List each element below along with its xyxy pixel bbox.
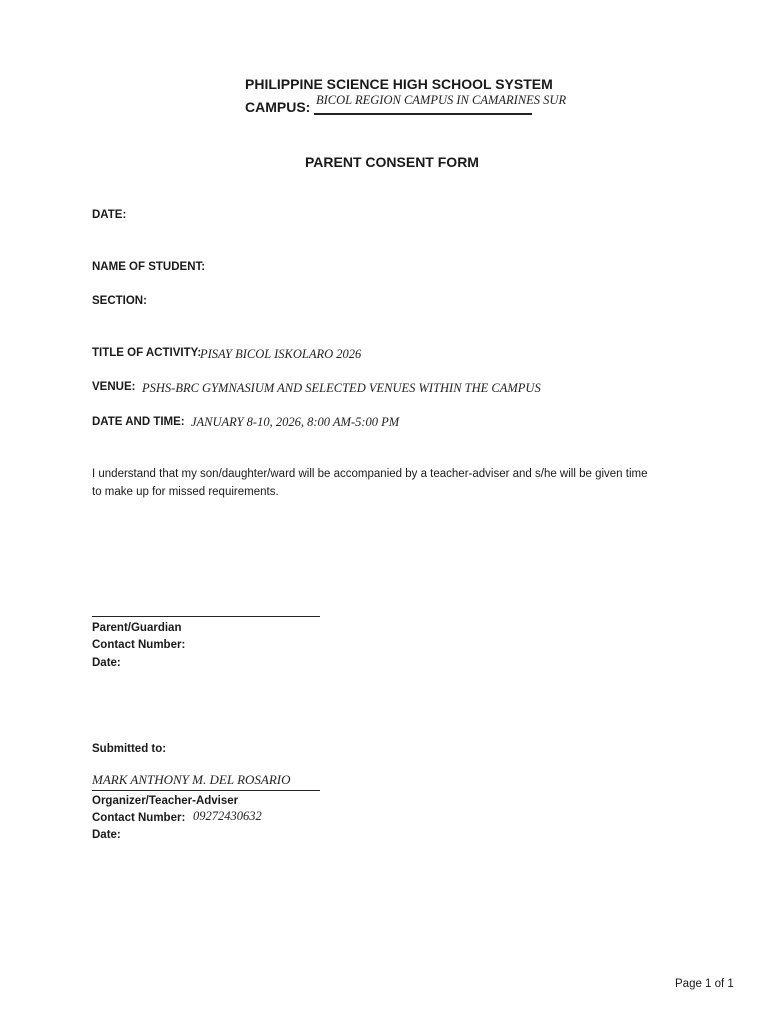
guardian-signature-line — [92, 616, 320, 617]
adviser-signature-line — [92, 790, 320, 791]
school-system-title: PHILIPPINE SCIENCE HIGH SCHOOL SYSTEM — [245, 76, 553, 92]
venue-label: VENUE: — [92, 381, 136, 393]
guardian-role: Parent/Guardian — [92, 622, 182, 634]
adviser-contact-label: Contact Number: — [92, 812, 186, 824]
adviser-name: MARK ANTHONY M. DEL ROSARIO — [92, 772, 291, 787]
form-title: PARENT CONSENT FORM — [305, 154, 479, 170]
section-label: SECTION: — [92, 295, 147, 307]
date-label: DATE: — [92, 209, 127, 221]
campus-underline — [314, 113, 532, 115]
submitted-to-label: Submitted to: — [92, 743, 167, 755]
date-time-value: JANUARY 8-10, 2026, 8:00 AM-5:00 PM — [191, 415, 400, 429]
page-number: Page 1 of 1 — [675, 978, 734, 990]
guardian-contact-label: Contact Number: — [92, 639, 186, 651]
date-time-label: DATE AND TIME: — [92, 416, 185, 428]
consent-statement: I understand that my son/daughter/ward will be accompanied by a teacher-adviser and s/he will be given time to make up for missed requirements. — [92, 468, 648, 498]
activity-value: PISAY BICOL ISKOLARO 2026 — [200, 347, 362, 361]
campus-label: CAMPUS: — [245, 99, 311, 115]
guardian-date-label: Date: — [92, 657, 121, 669]
adviser-date-label: Date: — [92, 829, 121, 841]
campus-value: BICOL REGION CAMPUS IN CAMARINES SUR — [316, 93, 567, 107]
student-name-label: NAME OF STUDENT: — [92, 261, 206, 273]
venue-value: PSHS-BRC GYMNASIUM AND SELECTED VENUES WITHIN THE CAMPUS — [142, 381, 541, 395]
adviser-role: Organizer/Teacher-Adviser — [92, 795, 239, 807]
activity-label: TITLE OF ACTIVITY: — [92, 347, 202, 359]
adviser-contact-value: 09272430632 — [193, 809, 262, 823]
